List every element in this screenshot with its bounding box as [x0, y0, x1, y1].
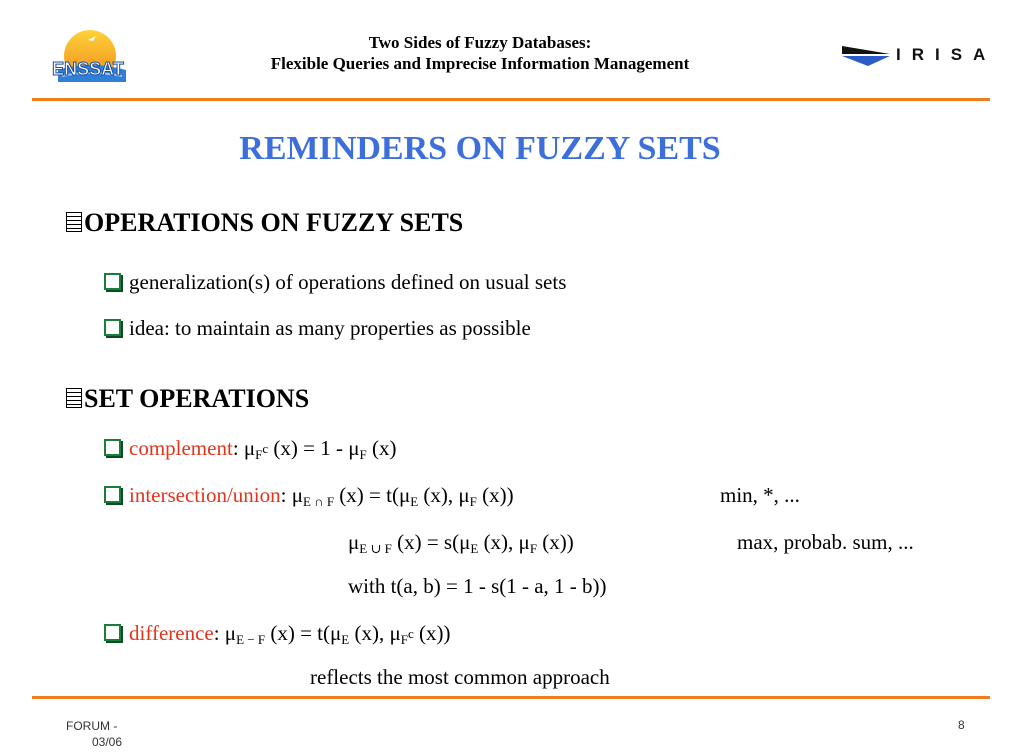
presentation-title-line1: Two Sides of Fuzzy Databases:	[368, 33, 592, 52]
intersection-formula: : $\mu_{E \cap F}$ $(x) = t(\mu_E$ (x), $\mu_F$ (x))	[280, 483, 514, 509]
presentation-title	[200, 32, 760, 74]
checkbox-bullet-icon	[104, 624, 121, 641]
slide-title: REMINDERS ON FUZZY SETS	[239, 130, 721, 167]
presentation-title-line2: Flexible Queries and Imprecise Information Management	[270, 54, 690, 73]
footer-left	[62, 718, 142, 750]
section-heading-set-operations-text: SET OPERATIONS	[84, 384, 310, 413]
complement-label: complement	[129, 436, 233, 460]
enssat-logo-text: ENSSAT	[52, 59, 124, 79]
difference-formula: : $\mu_{E - F}$ $(x) = t(\mu_E$ (x), $\mu_F^c$ (x))	[213, 621, 451, 647]
t-s-relation: with t(a, b) = 1 - s(1 - a, 1 - b))	[348, 574, 607, 598]
irisa-logo-text: IRISA	[896, 45, 997, 64]
difference-label: difference	[129, 621, 214, 645]
checkbox-bullet-icon	[104, 439, 121, 456]
section-heading-operations	[66, 208, 463, 238]
union-formula: $\mu_{E \cup F}$ $(x) = s(\mu_E$ (x), $\mu_F$ (x))	[348, 530, 574, 556]
bullet-text: generalization(s) of operations defined on usual sets	[129, 270, 567, 294]
section-heading-operations-text: OPERATIONS ON FUZZY SETS	[84, 208, 464, 237]
intersection-label: intersection/union	[129, 483, 281, 507]
checkbox-bullet-icon	[104, 486, 121, 503]
page-number: 8	[958, 718, 965, 732]
bullet-item	[104, 316, 531, 341]
checkbox-bullet-icon	[104, 319, 121, 336]
header-divider	[32, 98, 990, 101]
bullet-text: idea: to maintain as many properties as possible	[129, 316, 531, 340]
section-heading-set-operations	[66, 384, 309, 414]
footer-date: 03/06	[92, 735, 123, 749]
bullet-item	[104, 270, 566, 295]
checkbox-bullet-icon	[104, 273, 121, 290]
footer-divider	[32, 696, 990, 699]
complement-item	[104, 436, 397, 463]
approach-note: reflects the most common approach	[310, 665, 610, 689]
footer-event: FORUM -	[66, 719, 118, 733]
list-marker-icon	[66, 388, 82, 408]
irisa-logo	[842, 42, 997, 72]
union-examples: max, probab. sum, ...	[737, 530, 914, 554]
intersection-examples: min, *, ...	[720, 483, 800, 507]
list-marker-icon	[66, 212, 82, 232]
enssat-logo	[36, 26, 140, 86]
complement-formula: : $\mu_F^c$ $(x) = 1 - \mu_F$ (x)	[232, 436, 397, 462]
intersection-item	[104, 483, 514, 510]
difference-item	[104, 621, 450, 648]
